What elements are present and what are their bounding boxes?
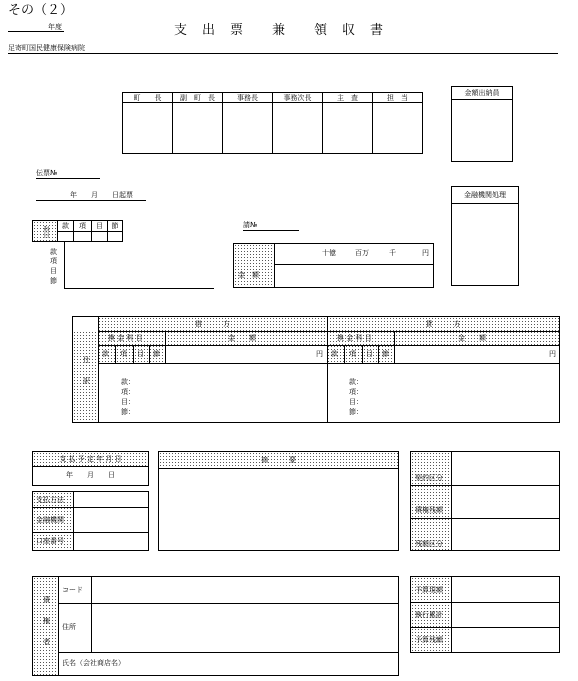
form-title: 支 出 票 兼 領 収 書 [174, 23, 385, 38]
debit-list-kou: 項： [121, 388, 135, 396]
approval-col-chief: 主 査 [337, 94, 358, 102]
credit-list-setsu: 節： [349, 408, 363, 416]
credit-yen-unit: 円 [549, 350, 556, 358]
credit-list-kan: 款： [349, 378, 363, 386]
finance-processing-box [451, 186, 519, 286]
journal-credit-header: 貸 方 [425, 320, 461, 328]
receipt-number-line [243, 230, 299, 231]
credit-col-setsu: 節 [382, 350, 389, 358]
credit-col-moku: 目 [366, 350, 373, 358]
payment-date-box [32, 451, 149, 486]
account-col-kan: 款 [62, 222, 69, 230]
credit-amount-header: 金 額 [458, 334, 486, 342]
payment-date-value: 年 月 日 [66, 471, 115, 479]
journal-debit-header: 借 方 [195, 320, 230, 328]
account-list-kan: 款 [50, 248, 57, 256]
summary-label: 摘 要 [261, 456, 296, 464]
debit-col-kan: 款 [102, 350, 109, 358]
payee-name-label: 氏名（会社商店名） [62, 659, 125, 667]
debit-list-setsu: 節： [121, 408, 135, 416]
debit-list-kan: 款： [121, 378, 135, 386]
account-list-moku: 目 [50, 267, 57, 275]
organization-name: 足寄町国民健康保険病院 [8, 44, 85, 52]
balance-type-label: 残額区分 [415, 540, 443, 548]
debit-list-moku: 目： [121, 398, 135, 406]
fiscal-year-label: 年度 [48, 23, 62, 31]
credit-col-kan: 款 [331, 350, 338, 358]
amount-unit-yen: 円 [422, 249, 429, 257]
receipt-number-label: 請№ [243, 221, 258, 229]
debit-col-setsu: 節 [153, 350, 160, 358]
contract-info-table [410, 451, 560, 551]
payment-method-label: 支払方法 [36, 496, 64, 504]
amount-label: 金 額 [238, 271, 259, 279]
contract-type-label: 契約区分 [415, 474, 443, 482]
slip-number-label: 伝票№ [36, 169, 58, 177]
approval-col-mayor: 町 長 [133, 94, 162, 102]
payment-method-table [32, 491, 149, 551]
budget-table [410, 576, 560, 653]
payee-code-label: コード [62, 586, 83, 594]
debit-amount-header: 金 額 [228, 334, 256, 342]
account-col-setsu: 節 [111, 222, 119, 230]
approval-col-director: 事務長 [237, 94, 258, 102]
credit-list-kou: 項： [349, 388, 363, 396]
account-col-moku: 目 [96, 222, 103, 230]
payee-side-label: 債権者 [42, 595, 51, 659]
payee-table [32, 576, 399, 676]
budget-current-label: 予算現額 [415, 586, 443, 594]
slip-date-line [36, 200, 146, 201]
account-subject-table [32, 220, 123, 242]
summary-box [158, 451, 399, 551]
approval-col-deputy-director: 事務次長 [283, 94, 312, 102]
header-rule [8, 53, 558, 54]
payment-date-label: 支 払 予 定 年 月 日 [59, 455, 122, 463]
credit-col-kou: 項 [349, 350, 356, 358]
payee-address-label: 住所 [62, 623, 76, 631]
journal-entry-table [72, 316, 560, 423]
account-list-setsu: 節 [50, 277, 57, 285]
account-list-divider [64, 242, 65, 288]
bank-name-label: 金融機関 [36, 516, 64, 524]
amount-box [233, 243, 434, 288]
slip-number-line [36, 178, 100, 179]
amount-unit-thousand: 千 [389, 249, 396, 257]
treasurer-box [451, 86, 513, 162]
claim-balance-label: 債権残額 [415, 506, 443, 514]
approval-col-staff: 担 当 [387, 94, 408, 102]
treasurer-label: 金額出納員 [464, 89, 500, 97]
account-list-kou: 項 [50, 257, 57, 265]
amount-unit-million: 百万 [355, 249, 369, 257]
form-number: その（２） [8, 3, 74, 18]
debit-col-kou: 項 [120, 350, 127, 358]
account-subject-label: 科目 [42, 226, 49, 238]
debit-col-moku: 目 [137, 350, 144, 358]
amount-unit-billion: 十億 [322, 249, 336, 257]
budget-remaining-label: 予算残額 [415, 636, 443, 644]
approval-col-deputy-mayor: 副 町 長 [180, 94, 215, 102]
finance-processing-label: 金融機関処理 [464, 191, 506, 199]
credit-list-moku: 目： [349, 398, 363, 406]
execution-total-label: 執行累計 [415, 611, 443, 619]
credit-convert-subject: 換 金 科 目 [337, 334, 372, 342]
journal-side-label: 仕訳 [82, 356, 91, 398]
account-col-kou: 項 [79, 222, 86, 230]
debit-yen-unit: 円 [316, 350, 323, 358]
slip-date-label: 年 月 日起票 [70, 191, 133, 199]
approval-stamp-table [122, 92, 423, 154]
debit-convert-subject: 換 金 科 目 [108, 334, 143, 342]
account-number-label: 口座番号 [36, 537, 64, 545]
account-list-bottom-line [64, 288, 214, 289]
fiscal-year-line [8, 31, 64, 32]
